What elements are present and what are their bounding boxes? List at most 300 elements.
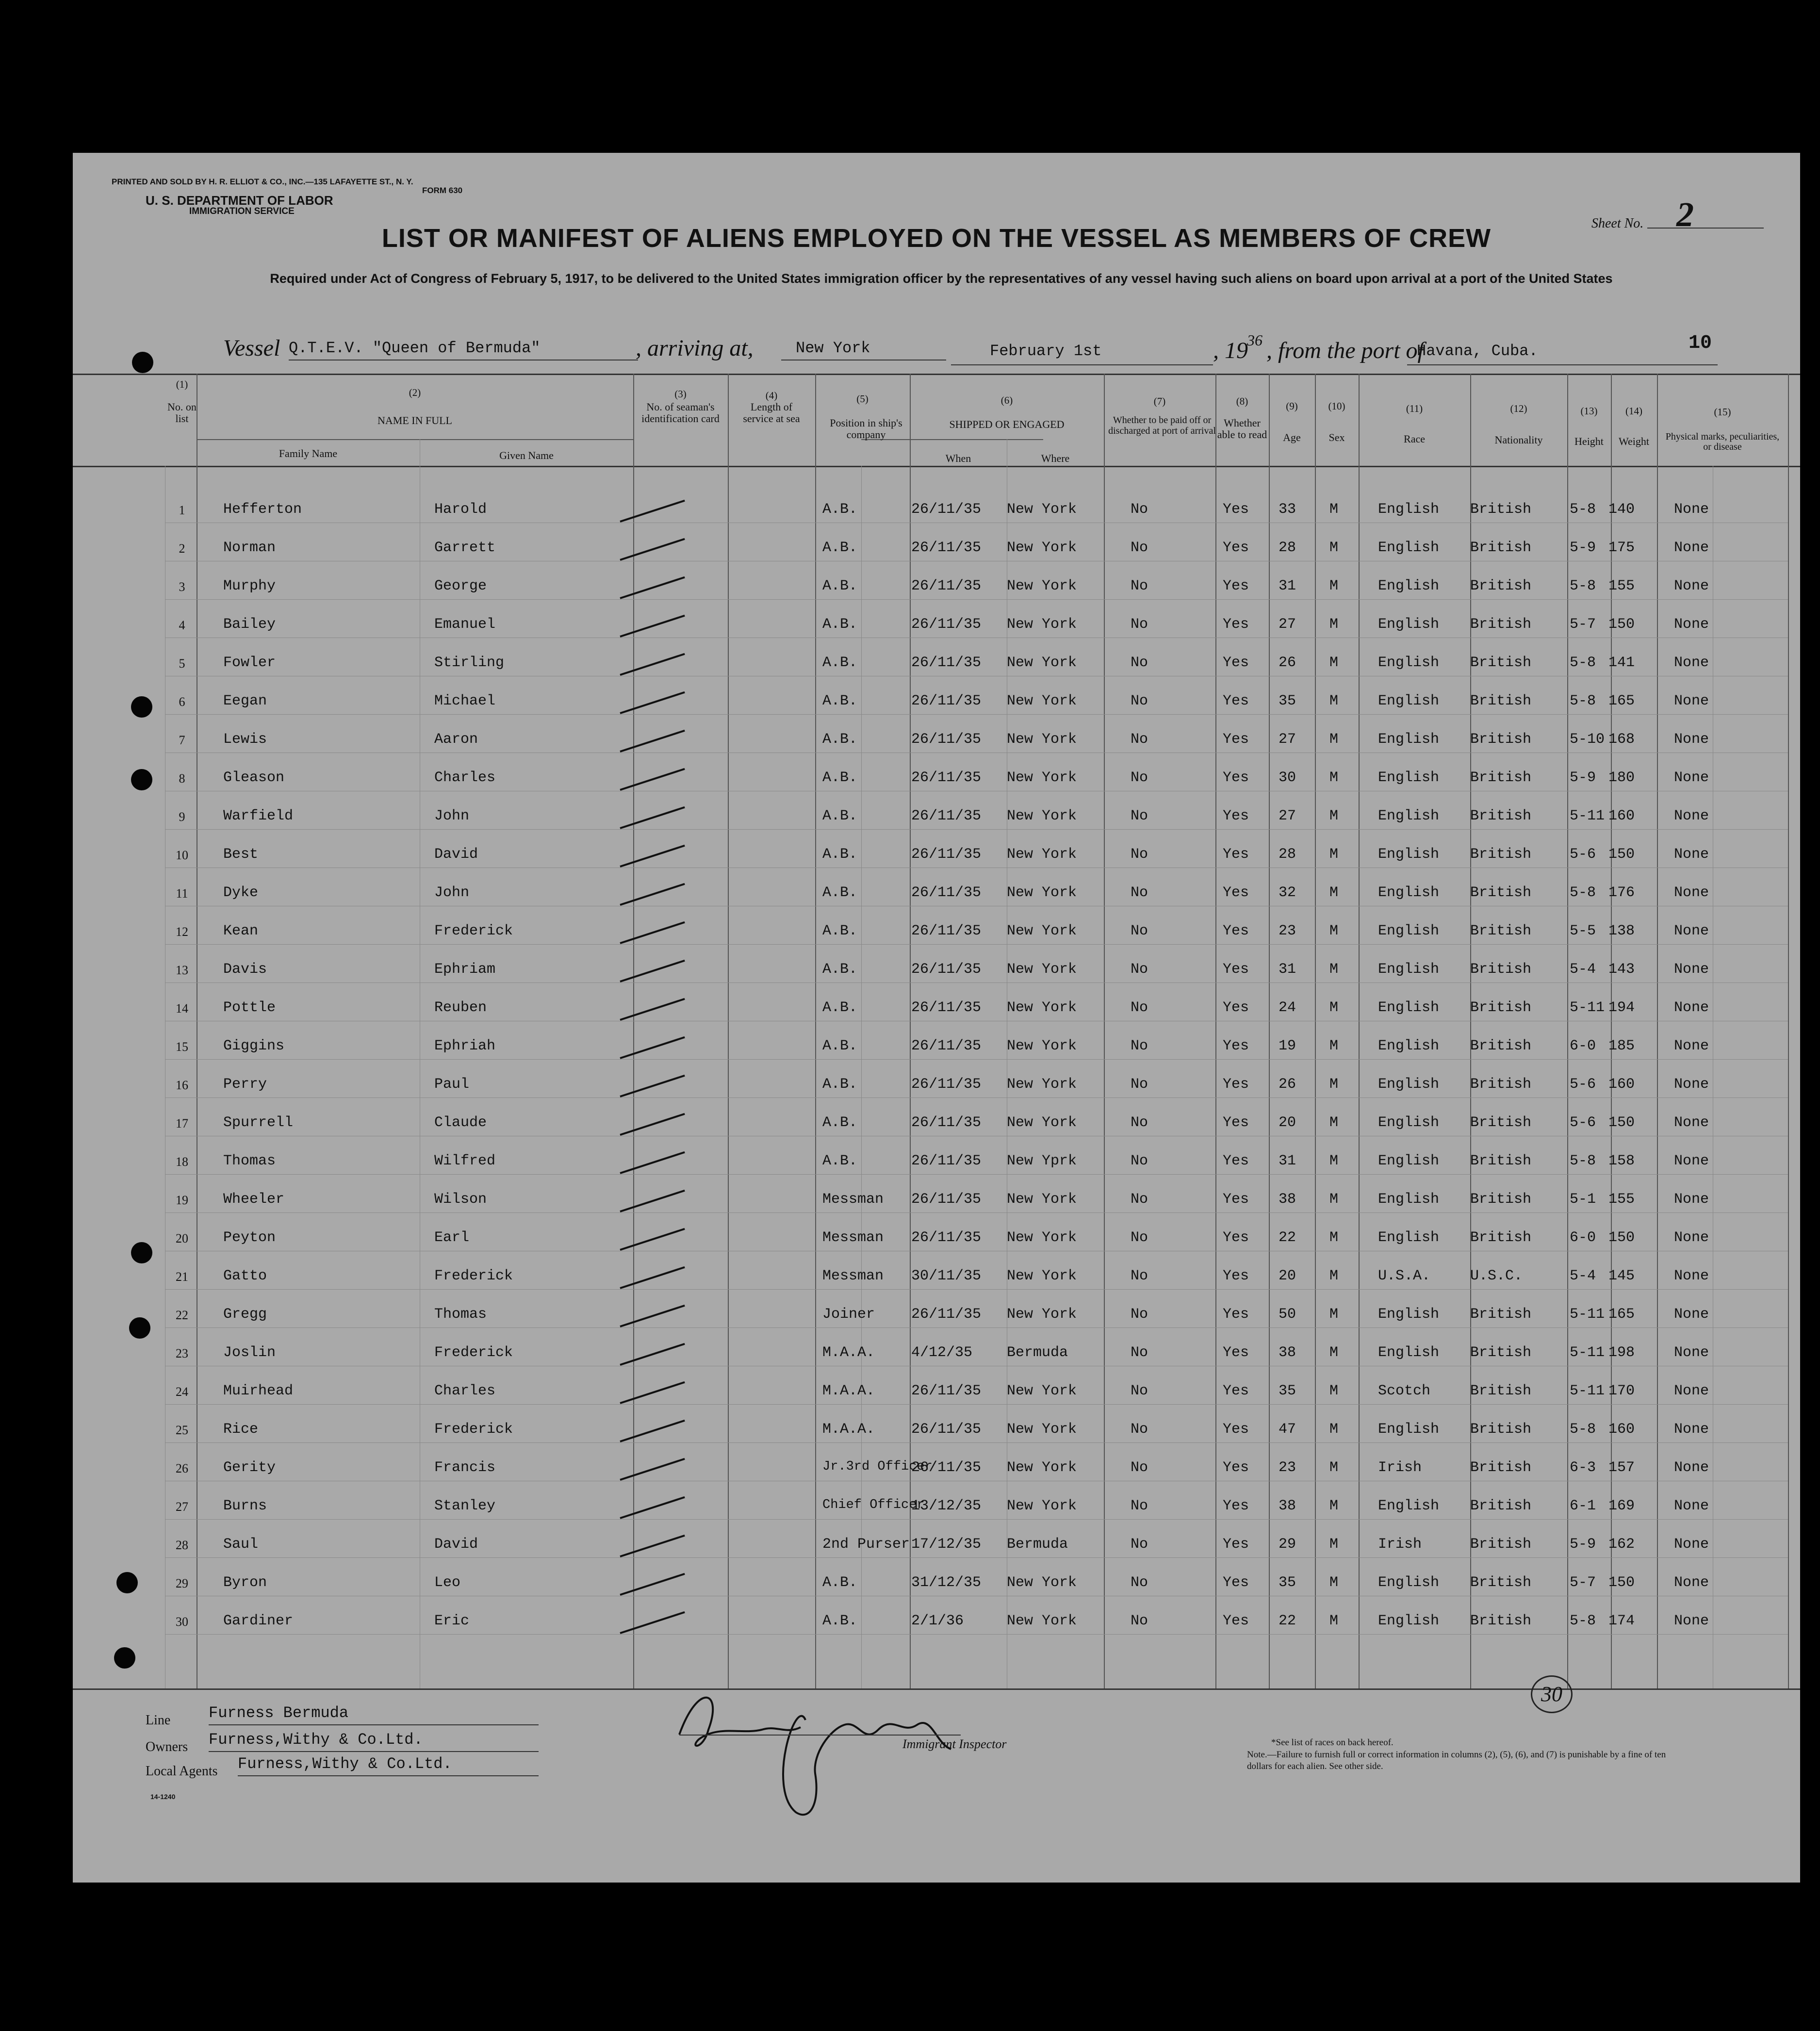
nationality: British [1470, 1421, 1532, 1438]
row-number: 24 [176, 1385, 188, 1399]
row-number: 23 [176, 1346, 188, 1360]
able-to-read: Yes [1223, 616, 1249, 633]
row-rule [165, 1327, 1788, 1328]
race: Irish [1378, 1459, 1422, 1476]
row-rule [165, 1289, 1788, 1290]
given-name: Michael [434, 693, 496, 709]
position: A.B. [822, 846, 858, 863]
able-to-read: Yes [1223, 1498, 1249, 1514]
physical-marks: None [1674, 884, 1709, 901]
height: 6-3 [1570, 1459, 1596, 1476]
age: 27 [1279, 808, 1296, 824]
id-card-dash [620, 998, 685, 1021]
age: 33 [1279, 501, 1296, 518]
physical-marks: None [1674, 1191, 1709, 1208]
weight: 155 [1608, 1191, 1635, 1208]
sex: M [1329, 884, 1339, 901]
height: 5-8 [1570, 1421, 1596, 1438]
height: 5-8 [1570, 578, 1596, 594]
age: 38 [1279, 1191, 1296, 1208]
nationality: British [1470, 655, 1532, 671]
position: A.B. [822, 1153, 858, 1169]
able-to-read: Yes [1223, 884, 1249, 901]
row-rule [165, 1634, 1788, 1635]
col15-header: Physical marks, peculiarities, or disease [1665, 431, 1780, 452]
id-card-dash [620, 845, 685, 868]
position: A.B. [822, 693, 858, 709]
family-name: Peyton [223, 1229, 276, 1246]
family-name: Wheeler [223, 1191, 285, 1208]
given-name: George [434, 578, 487, 594]
row-rule [165, 1212, 1788, 1213]
punch-hole [132, 352, 153, 373]
weight: 176 [1608, 884, 1635, 901]
paid-off: No [1131, 1268, 1148, 1284]
family-name: Byron [223, 1574, 267, 1591]
weight: 165 [1608, 1306, 1635, 1323]
paid-off: No [1131, 1191, 1148, 1208]
physical-marks: None [1674, 578, 1709, 594]
sex: M [1329, 1153, 1339, 1169]
row-number: 25 [176, 1423, 188, 1437]
able-to-read: Yes [1223, 1459, 1249, 1476]
row-rule [165, 1059, 1788, 1060]
weight: 198 [1608, 1344, 1635, 1361]
agents-label: Local Agents [146, 1764, 218, 1779]
shipped-when: 26/11/35 [911, 999, 982, 1016]
paid-off: No [1131, 1613, 1148, 1629]
given-name: Claude [434, 1114, 487, 1131]
height: 5-6 [1570, 846, 1596, 863]
family-name: Fowler [223, 655, 276, 671]
weight: 143 [1608, 961, 1635, 978]
row-rule [165, 1557, 1788, 1558]
shipped-when: 4/12/35 [911, 1344, 973, 1361]
sex: M [1329, 1114, 1339, 1131]
id-card-dash [620, 1305, 685, 1327]
column-divider [1359, 374, 1360, 1688]
name-subheader-rule [197, 439, 633, 440]
able-to-read: Yes [1223, 1344, 1249, 1361]
paid-off: No [1131, 1498, 1148, 1514]
weight: 165 [1608, 693, 1635, 709]
nationality: British [1470, 961, 1532, 978]
given-name: Paul [434, 1076, 470, 1093]
height: 5-9 [1570, 1536, 1596, 1553]
family-name: Rice [223, 1421, 259, 1438]
column-divider [1215, 374, 1216, 1688]
department-name: U. S. DEPARTMENT OF LABOR [146, 193, 333, 208]
paid-off: No [1131, 655, 1148, 671]
height: 5-8 [1570, 655, 1596, 671]
year-value: 36 [1247, 331, 1263, 349]
row-number: 12 [176, 925, 188, 939]
given-name: Stanley [434, 1498, 496, 1514]
given-name: John [434, 884, 470, 901]
shipped-when: 26/11/35 [911, 501, 982, 518]
sex: M [1329, 1306, 1339, 1323]
col2-family-header: Family Name [279, 447, 338, 459]
row-number: 5 [179, 656, 185, 671]
col4-number: (4) [765, 390, 778, 401]
able-to-read: Yes [1223, 731, 1249, 748]
given-name: Harold [434, 501, 487, 518]
given-name: Charles [434, 1383, 496, 1399]
row-number: 19 [176, 1193, 188, 1207]
year-prefix: , 19 [1213, 338, 1248, 363]
able-to-read: Yes [1223, 693, 1249, 709]
paid-off: No [1131, 1038, 1148, 1054]
sex: M [1329, 770, 1339, 786]
shipped-when: 31/12/35 [911, 1574, 982, 1591]
sex: M [1329, 616, 1339, 633]
col10-number: (10) [1328, 400, 1345, 412]
id-card-dash [620, 1496, 685, 1519]
physical-marks: None [1674, 1038, 1709, 1054]
shipped-when: 26/11/35 [911, 1306, 982, 1323]
sheet-number-label: Sheet No. [1591, 216, 1644, 231]
row-number: 3 [179, 580, 185, 594]
header-bottom-border [73, 466, 1800, 467]
shipped-where: New York [1007, 1268, 1077, 1284]
height: 5-5 [1570, 923, 1596, 939]
race: U.S.A. [1378, 1268, 1431, 1284]
position: A.B. [822, 808, 858, 824]
col4-header: Length of service at sea [743, 401, 800, 425]
able-to-read: Yes [1223, 846, 1249, 863]
weight: 158 [1608, 1153, 1635, 1169]
paid-off: No [1131, 1076, 1148, 1093]
nationality: British [1470, 540, 1532, 556]
shipped-where: New York [1007, 884, 1077, 901]
able-to-read: Yes [1223, 655, 1249, 671]
row-number: 7 [179, 733, 185, 747]
id-card-dash [620, 1151, 685, 1174]
id-card-dash [620, 615, 685, 638]
sex: M [1329, 961, 1339, 978]
age: 31 [1279, 578, 1296, 594]
sex: M [1329, 501, 1339, 518]
physical-marks: None [1674, 1536, 1709, 1553]
column-divider [1567, 374, 1568, 1688]
col5-header: Position in ship's company [830, 417, 902, 441]
height: 6-0 [1570, 1038, 1596, 1054]
nationality: British [1470, 1191, 1532, 1208]
weight: 162 [1608, 1536, 1635, 1553]
given-name: Frederick [434, 1268, 513, 1284]
family-name: Kean [223, 923, 259, 939]
height: 5-8 [1570, 1613, 1596, 1629]
id-card-dash [620, 730, 685, 753]
age: 26 [1279, 1076, 1296, 1093]
paid-off: No [1131, 1536, 1148, 1553]
family-name: Gleason [223, 770, 285, 786]
col13-number: (13) [1580, 405, 1598, 417]
given-name: Reuben [434, 999, 487, 1016]
able-to-read: Yes [1223, 1421, 1249, 1438]
able-to-read: Yes [1223, 1306, 1249, 1323]
paid-off: No [1131, 540, 1148, 556]
row-rule [165, 599, 1788, 600]
id-card-dash [620, 1573, 685, 1596]
weight: 168 [1608, 731, 1635, 748]
position: Messman [822, 1268, 884, 1284]
row-rule [165, 1442, 1788, 1443]
paid-off: No [1131, 1114, 1148, 1131]
race: English [1378, 961, 1440, 978]
shipped-when: 26/11/35 [911, 1421, 982, 1438]
family-name: Lewis [223, 731, 267, 748]
shipped-where: New York [1007, 1498, 1077, 1514]
punch-hole [131, 1242, 152, 1263]
row-rule [165, 1174, 1788, 1175]
shipped-where: New York [1007, 846, 1077, 863]
shipped-when: 26/11/35 [911, 616, 982, 633]
row-number: 27 [176, 1500, 188, 1514]
sex: M [1329, 1613, 1339, 1629]
races-note: *See list of races on back hereof. [1271, 1737, 1394, 1748]
sex: M [1329, 1459, 1339, 1476]
race: English [1378, 1038, 1440, 1054]
owners-label: Owners [146, 1739, 188, 1754]
paid-off: No [1131, 693, 1148, 709]
physical-marks: None [1674, 655, 1709, 671]
position: Messman [822, 1191, 884, 1208]
nationality: British [1470, 616, 1532, 633]
able-to-read: Yes [1223, 1153, 1249, 1169]
column-divider [1269, 374, 1270, 1688]
given-name: Eric [434, 1613, 470, 1629]
age: 24 [1279, 999, 1296, 1016]
given-name: Leo [434, 1574, 461, 1591]
sex: M [1329, 1038, 1339, 1054]
col9-number: (9) [1286, 400, 1298, 412]
column-divider [815, 374, 816, 1688]
given-name: David [434, 846, 478, 863]
paid-off: No [1131, 578, 1148, 594]
row-number: 11 [176, 886, 188, 901]
physical-marks: None [1674, 1229, 1709, 1246]
column-divider [633, 374, 634, 1688]
row-number: 21 [176, 1270, 188, 1284]
position: A.B. [822, 1076, 858, 1093]
paid-off: No [1131, 1153, 1148, 1169]
corner-number: 10 [1689, 332, 1712, 354]
shipped-when: 26/11/35 [911, 655, 982, 671]
position: A.B. [822, 731, 858, 748]
shipped-where: Bermuda [1007, 1536, 1068, 1553]
nationality: British [1470, 808, 1532, 824]
race: English [1378, 655, 1440, 671]
id-card-dash [620, 1075, 685, 1097]
race: English [1378, 1153, 1440, 1169]
paid-off: No [1131, 808, 1148, 824]
nationality: British [1470, 693, 1532, 709]
height: 5-1 [1570, 1191, 1596, 1208]
nationality: British [1470, 1459, 1532, 1476]
inspector-label: Immigrant Inspector [902, 1737, 1007, 1751]
race: English [1378, 1114, 1440, 1131]
weight: 169 [1608, 1498, 1635, 1514]
printer-imprint: PRINTED AND SOLD BY H. R. ELLIOT & CO., INC.—135 LAFAYETTE ST., N. Y. [112, 177, 413, 186]
id-card-dash [620, 1190, 685, 1212]
shipped-where: New York [1007, 655, 1077, 671]
race: English [1378, 1076, 1440, 1093]
table-top-border [73, 374, 1800, 375]
nationality: British [1470, 1306, 1532, 1323]
id-card-dash [620, 921, 685, 944]
age: 19 [1279, 1038, 1296, 1054]
family-name: Perry [223, 1076, 267, 1093]
race: English [1378, 884, 1440, 901]
physical-marks: None [1674, 1344, 1709, 1361]
given-name: Emanuel [434, 616, 496, 633]
shipped-where: New York [1007, 1038, 1077, 1054]
vessel-value: Q.T.E.V. "Queen of Bermuda" [289, 339, 541, 357]
weight: 150 [1608, 1229, 1635, 1246]
shipped-when: 2/1/36 [911, 1613, 964, 1629]
col12-number: (12) [1510, 403, 1527, 414]
age: 47 [1279, 1421, 1296, 1438]
physical-marks: None [1674, 1268, 1709, 1284]
physical-marks: None [1674, 1076, 1709, 1093]
physical-marks: None [1674, 846, 1709, 863]
row-number: 2 [179, 541, 185, 556]
col12-header: Nationality [1494, 434, 1543, 446]
row-rule [165, 1097, 1788, 1098]
race: English [1378, 540, 1440, 556]
id-card-dash [620, 1458, 685, 1481]
given-name: Francis [434, 1459, 496, 1476]
shipped-when: 26/11/35 [911, 1038, 982, 1054]
punch-hole [131, 769, 152, 790]
arriving-value: New York [796, 339, 870, 357]
able-to-read: Yes [1223, 1574, 1249, 1591]
date-field [951, 342, 1213, 365]
position: A.B. [822, 540, 858, 556]
sex: M [1329, 1076, 1339, 1093]
shipped-where: New York [1007, 540, 1077, 556]
nationality: British [1470, 923, 1532, 939]
shipped-where: New York [1007, 501, 1077, 518]
id-card-dash [620, 1228, 685, 1251]
race: English [1378, 693, 1440, 709]
given-name: Stirling [434, 655, 505, 671]
nationality: British [1470, 846, 1532, 863]
id-card-dash [620, 538, 685, 561]
sex: M [1329, 923, 1339, 939]
able-to-read: Yes [1223, 501, 1249, 518]
sex: M [1329, 1268, 1339, 1284]
nationality: British [1470, 1574, 1532, 1591]
shipped-where: New York [1007, 578, 1077, 594]
weight: 174 [1608, 1613, 1635, 1629]
paid-off: No [1131, 616, 1148, 633]
row-number: 10 [176, 848, 188, 862]
penalty-note: Note.—Failure to furnish full or correct information in columns (2), (5), (6), and (7) is punishable by a fine of ten dollars for each alien. See other side. [1247, 1750, 1666, 1771]
position: A.B. [822, 961, 858, 978]
given-name: Earl [434, 1229, 470, 1246]
paid-off: No [1131, 923, 1148, 939]
paid-off: No [1131, 846, 1148, 863]
column-divider [1657, 374, 1658, 1688]
race: English [1378, 1613, 1440, 1629]
sex: M [1329, 731, 1339, 748]
col14-number: (14) [1625, 405, 1642, 417]
row-rule [165, 714, 1788, 715]
race: English [1378, 1229, 1440, 1246]
shipped-where: New Yprk [1007, 1153, 1077, 1169]
family-name: Burns [223, 1498, 267, 1514]
line-field [209, 1703, 539, 1725]
race: English [1378, 846, 1440, 863]
id-card-dash [620, 576, 685, 599]
sex: M [1329, 1421, 1339, 1438]
race: English [1378, 1421, 1440, 1438]
family-name: Thomas [223, 1153, 276, 1169]
shipped-when: 26/11/35 [911, 1076, 982, 1093]
position: Jr.3rd Officer [822, 1459, 933, 1474]
id-card-dash [620, 691, 685, 714]
paid-off: No [1131, 731, 1148, 748]
row-number: 16 [176, 1078, 188, 1092]
given-name: Frederick [434, 1344, 513, 1361]
position: A.B. [822, 1574, 858, 1591]
row-number: 29 [176, 1576, 188, 1590]
race: English [1378, 770, 1440, 786]
able-to-read: Yes [1223, 770, 1249, 786]
paid-off: No [1131, 501, 1148, 518]
col8-header: Whether able to read [1217, 417, 1267, 441]
family-name: Joslin [223, 1344, 276, 1361]
family-name: Saul [223, 1536, 259, 1553]
race: English [1378, 1191, 1440, 1208]
physical-marks: None [1674, 1153, 1709, 1169]
age: 30 [1279, 770, 1296, 786]
position: A.B. [822, 616, 858, 633]
race: English [1378, 501, 1440, 518]
age: 31 [1279, 961, 1296, 978]
height: 5-8 [1570, 1153, 1596, 1169]
punch-hole [131, 696, 152, 718]
nationality: British [1470, 731, 1532, 748]
height: 5-11 [1570, 1306, 1605, 1323]
physical-marks: None [1674, 770, 1709, 786]
shipped-where: New York [1007, 1459, 1077, 1476]
height: 6-1 [1570, 1498, 1596, 1514]
weight: 194 [1608, 999, 1635, 1016]
family-name: Gregg [223, 1306, 267, 1323]
row-number: 6 [179, 695, 185, 709]
family-name: Warfield [223, 808, 294, 824]
nationality: British [1470, 770, 1532, 786]
vessel-field [289, 337, 638, 360]
physical-marks: None [1674, 1498, 1709, 1514]
position: A.B. [822, 884, 858, 901]
column-divider [1104, 374, 1105, 1688]
age: 23 [1279, 923, 1296, 939]
age: 38 [1279, 1344, 1296, 1361]
row-number: 18 [176, 1155, 188, 1169]
line-value: Furness Bermuda [209, 1704, 349, 1722]
column-divider [910, 374, 911, 1688]
shipped-when: 26/11/35 [911, 1229, 982, 1246]
given-name: Ephriam [434, 961, 496, 978]
nationality: British [1470, 1536, 1532, 1553]
id-card-dash [620, 1343, 685, 1366]
weight: 150 [1608, 616, 1635, 633]
shipped-where: New York [1007, 1191, 1077, 1208]
